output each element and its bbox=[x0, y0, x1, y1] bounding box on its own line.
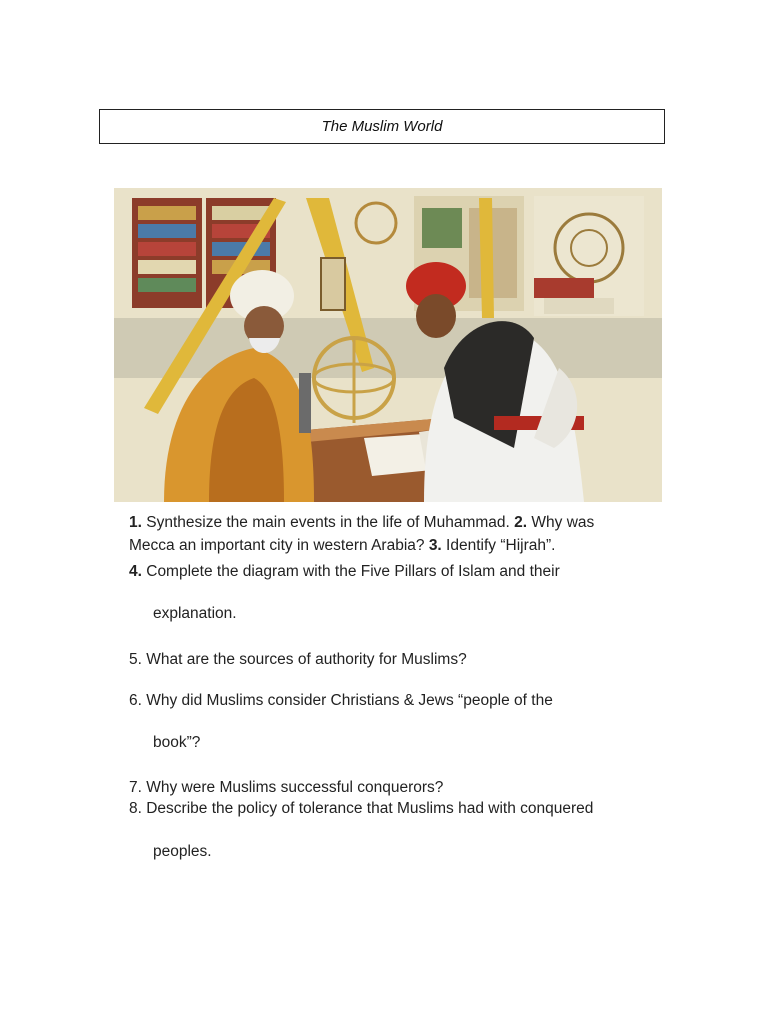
question-8: 8. Describe the policy of tolerance that Muslims had with conquered bbox=[129, 800, 594, 817]
q4-number: 4. bbox=[129, 563, 142, 580]
scholars-with-astrolabe-illustration bbox=[114, 188, 662, 502]
page-title: The Muslim World bbox=[321, 118, 443, 135]
q8-text-b: peoples. bbox=[153, 843, 212, 860]
q3-number: 3. bbox=[428, 537, 442, 554]
question-5: 5. What are the sources of authority for Muslims? bbox=[129, 651, 467, 668]
q4-text-a: Complete the diagram with the Five Pillars of Islam and their bbox=[141, 563, 560, 580]
question-2-3-cont bbox=[129, 535, 555, 556]
q2-text-a: Why was bbox=[527, 514, 595, 531]
q1-text: Synthesize the main events in the life of Muhammad. bbox=[141, 514, 515, 531]
scholars-illustration bbox=[114, 188, 662, 502]
q2-number: 2. bbox=[514, 514, 528, 531]
q4-text-b: explanation. bbox=[153, 605, 237, 622]
question-4 bbox=[129, 561, 560, 582]
title-box bbox=[99, 109, 665, 144]
question-1-3 bbox=[129, 512, 594, 533]
q3-text: Identify “Hijrah”. bbox=[441, 537, 556, 554]
question-7: 7. Why were Muslims successful conquerors? bbox=[129, 779, 444, 796]
q6-text-b: book”? bbox=[153, 734, 201, 751]
q2-text-b: Mecca an important city in western Arabia? bbox=[129, 537, 429, 554]
question-6: 6. Why did Muslims consider Christians & Jews “people of the bbox=[129, 692, 553, 709]
q1-number: 1. bbox=[129, 514, 142, 531]
